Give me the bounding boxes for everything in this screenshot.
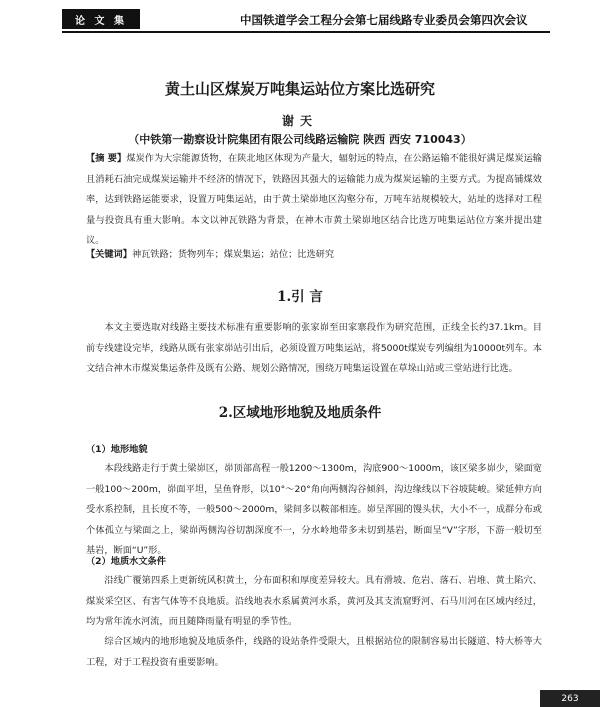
abstract [86, 149, 542, 252]
terrain-paragraph: 本段线路走行于黄土梁峁区，峁顶部高程一般1200～1300m，沟底900～1000m，该区梁多峁少，梁面宽一般100～200m，峁面平坦，呈鱼脊形，以10°～20°角向两侧沟谷倾斜，沟边缘线以下谷坡陡峻。梁延伸方向受水系控制，且长度不等，一般500～2000m，梁间多以鞍部相连。峁呈浑圆的馒头状，大小不一，成群分布或个体孤立与梁面之上，梁峁两侧沟谷切割深度不一，分水岭地带多未切到基岩，断面呈“V”字形，下游一般切至基岩，断面“U”形。 [86, 463, 542, 556]
subsection-geology-heading: （2）地质水文条件 [86, 556, 166, 567]
paper-affiliation: （中铁第一勘察设计院集团有限公司线路运输院 陕西 西安 710043） [128, 133, 472, 146]
section-1-paragraph: 本文主要选取对线路主要技术标准有重要影响的张家峁至田家寨段作为研究范围，正线全长约37.1km。目前专线建设完毕，线路从既有张家峁站引出后，必须设置万吨集运站，将5000t煤炭专列编组为10000t列车。本文结合神木市煤炭集运条件及既有公路、规划公路情况，围绕万吨集运设置在草垛山站或三堂站进行比选。 [86, 322, 542, 374]
summary-paragraph: 综合区域内的地形地貌及地质条件，线路的设站条件受限大，且根据站位的限制容易出长隧道、特大桥等大工程，对于工程投资有重要影响。 [86, 636, 542, 668]
proceedings-badge: 论 文 集 [62, 9, 140, 29]
keywords [86, 245, 542, 266]
paper-author: 谢天 [281, 114, 318, 128]
abstract-text: 煤炭作为大宗能源货物，在陕北地区体现为产量大，辐射远的特点，在公路运输不能很好满足煤炭运输且消耗石油完成煤炭运输并不经济的情况下，铁路因其强大的运输能力成为煤炭运输的主要方式。为提高铺煤效率，达到铁路运能要求，设置万吨集运站，由于黄土梁峁地区沟壑分布，万吨车站规模较大，站址的选择对工程量与投资具有重大影响。本文以神瓦铁路为背景，在神木市黄土梁峁地区结合比选万吨集运站位方案并提出建议。 [86, 153, 542, 246]
keywords-label: 【关键词】 [86, 249, 132, 260]
subsection-terrain-heading: （1）地形地貌 [86, 444, 148, 455]
section-1-heading: 1.引 言 [277, 289, 323, 305]
keywords-text: 神瓦铁路；货物列车；煤炭集运；站位；比选研究 [131, 249, 335, 260]
geology-paragraph: 沿线广覆第四系上更新统风积黄土，分布面积和厚度差异较大。具有滑坡、危岩、落石、岩堆、黄土陷穴、煤炭采空区、有害气体等不良地质。沿线地表水系属黄河水系，黄河及其支流窟野河、石马川河在区域内经过，均为常年流水河流，而且随降雨量有明显的季节性。 [86, 575, 542, 627]
page-number: 263 [540, 690, 600, 707]
paper-title: 黄土山区煤炭万吨集运站位方案比选研究 [164, 80, 435, 98]
section-2-heading: 2.区域地形地貌及地质条件 [218, 405, 382, 421]
header-rule [62, 31, 550, 33]
running-header: 中国铁道学会工程分会第七届线路专业委员会第四次会议 [240, 13, 528, 27]
abstract-label: 【摘 要】 [86, 153, 127, 164]
